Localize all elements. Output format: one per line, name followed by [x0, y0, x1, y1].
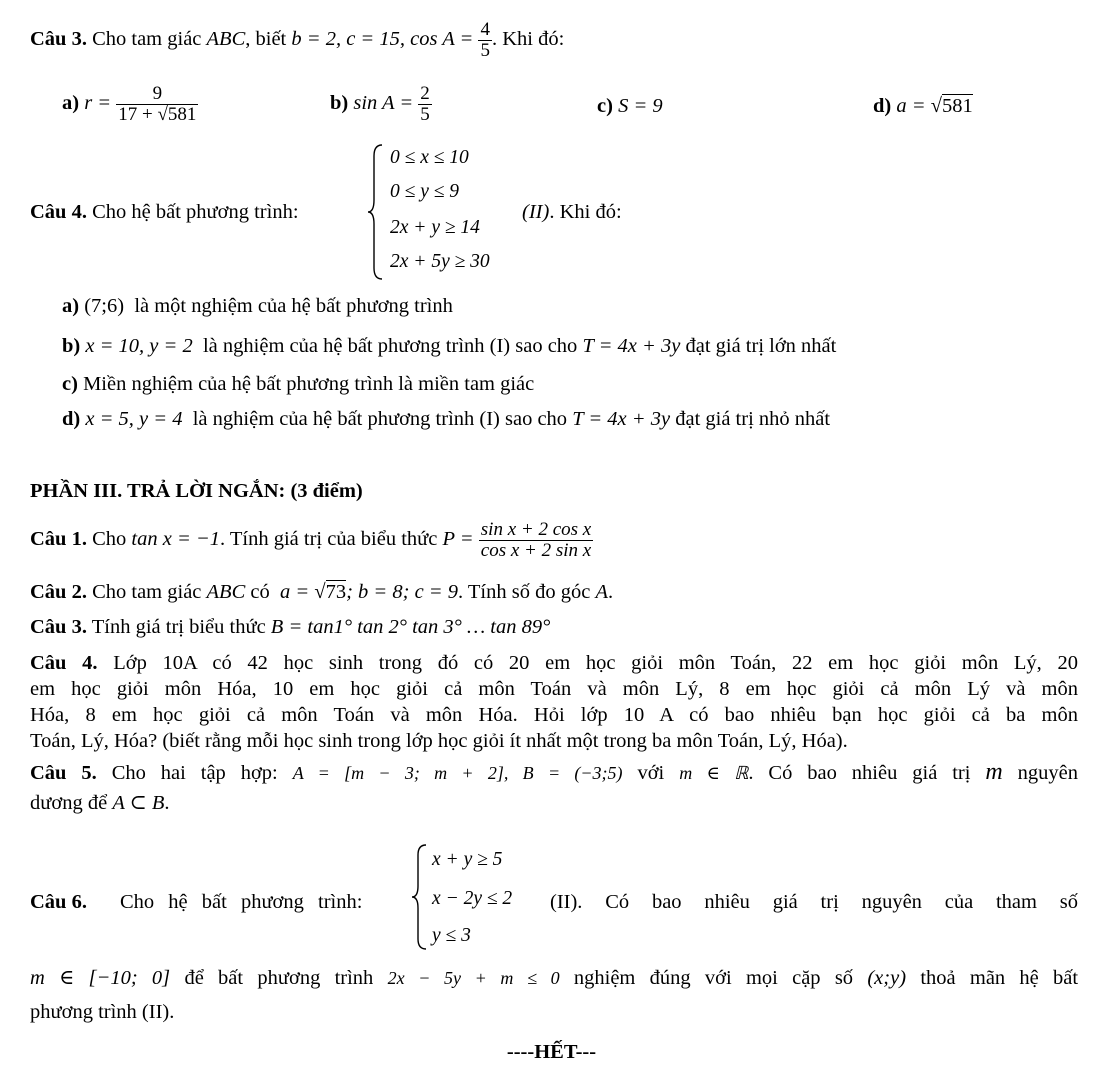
math: A	[595, 581, 608, 603]
question-text: Tính giá trị biểu thức	[91, 616, 266, 638]
denominator: 17 + √581	[118, 103, 197, 125]
question-text: , biết	[245, 28, 287, 51]
system-line: 2x + 5y ≥ 30	[390, 251, 490, 272]
question-label: Câu 3.	[30, 28, 87, 51]
radicand: 581	[941, 95, 973, 117]
question-5-line2	[30, 791, 170, 816]
fraction	[478, 20, 492, 61]
fraction	[479, 520, 593, 561]
option-label: b)	[62, 335, 81, 357]
question-text: .	[607, 581, 614, 603]
left-brace	[368, 142, 384, 282]
question-text: thoả mãn hệ bất	[920, 967, 1079, 989]
denominator: cos x + 2 sin x	[480, 539, 592, 561]
fraction	[116, 84, 198, 125]
question-text: .	[164, 792, 170, 814]
math: m ∈ ℝ	[679, 763, 749, 783]
option-label: c)	[62, 373, 78, 395]
system-line: x + y ≥ 5	[432, 849, 503, 870]
question-text: Cho tam giác	[92, 581, 202, 603]
option-d: d) a = √581	[873, 95, 973, 117]
question-4-prev	[30, 200, 299, 225]
statement-text: là một nghiệm của hệ bất phương trình	[134, 295, 453, 317]
question-5	[30, 758, 1078, 787]
numerator: 9	[152, 83, 163, 104]
question-label: Câu 1.	[30, 528, 87, 551]
system-tag	[522, 200, 622, 225]
inequality-system	[412, 842, 542, 952]
numerator: sin x + 2 cos x	[480, 519, 592, 540]
system-line: 2x + y ≥ 14	[390, 217, 480, 238]
math: tan x = −1	[131, 528, 220, 551]
question-4-line: Toán, Lý, Hóa? (biết rằng mỗi học sinh trong lớp học giỏi ít nhất một trong ba môn Toán, Lý, Hóa).	[30, 730, 848, 752]
question-4-line: Hóa, 8 em học giỏi cả môn Toán và môn Hóa. Hỏi lớp 10 A có bao nhiêu bạn học giỏi cả ba môn	[30, 704, 1078, 726]
math-triangle: ABC	[206, 581, 246, 603]
option-label: d)	[62, 408, 81, 430]
math: (II)	[522, 201, 550, 223]
question-text: dương để	[30, 792, 108, 814]
question-6-text	[120, 890, 410, 915]
option-a	[62, 84, 198, 125]
math: S = 9	[618, 95, 663, 117]
statement-text: là nghiệm của hệ bất phương trình (I) sao cho	[202, 335, 578, 357]
statement-b	[62, 334, 836, 359]
question-text: nghiệm đúng với mọi cặp số	[573, 967, 854, 989]
question-text: có	[250, 581, 270, 603]
statement-a	[62, 294, 453, 319]
math: x = 5, y = 4	[85, 408, 183, 430]
end-marker: ----HẾT---	[506, 1041, 597, 1063]
system-line: 0 ≤ y ≤ 9	[390, 181, 460, 202]
math: B = tan1° tan 2° tan 3° … tan 89°	[270, 616, 551, 638]
numerator: 4	[480, 19, 490, 40]
math: ; b = 8; c = 9	[346, 581, 459, 603]
math: A ⊂ B	[112, 792, 165, 814]
question-label: Câu 5.	[30, 762, 97, 784]
math: m ∈ [−10; 0]	[30, 967, 171, 989]
system-line: x − 2y ≤ 2	[432, 888, 513, 909]
math: r =	[84, 92, 112, 115]
question-label: Câu 2.	[30, 581, 87, 603]
option-c	[597, 94, 663, 119]
question-6-line2	[30, 966, 1078, 991]
question-4-line	[30, 651, 1078, 676]
question-text: . Tính giá trị của biểu thức	[220, 528, 438, 551]
question-text: . Khi đó:	[549, 201, 622, 223]
statement-text: đạt giá trị nhỏ nhất	[675, 408, 831, 430]
question-text: Cho	[92, 528, 127, 551]
statement-text: đạt giá trị lớn nhất	[685, 335, 837, 357]
denominator: 5	[480, 39, 490, 61]
question-label: Câu 3.	[30, 616, 87, 638]
option-b	[330, 84, 432, 125]
question-text: với	[637, 762, 665, 784]
math: P =	[442, 528, 474, 551]
question-text: nguyên	[1017, 762, 1078, 784]
question-text: Lớp 10A có 42 học sinh trong đó có 20 em học giỏi môn Toán, 22 em học giỏi môn Lý, 20	[113, 652, 1078, 674]
left-brace	[412, 842, 428, 952]
system-line: 0 ≤ x ≤ 10	[390, 147, 469, 168]
option-label: a)	[62, 295, 80, 317]
question-4-line: em học giỏi môn Hóa, 10 em học giỏi cả môn Toán và môn Lý, 8 em học giỏi cả môn Lý và môn	[30, 678, 1078, 700]
inequality-system	[368, 142, 528, 282]
question-text: . Khi đó:	[491, 28, 565, 51]
math: T = 4x + 3y	[572, 408, 671, 430]
math: sin A =	[353, 92, 414, 115]
denominator: 5	[420, 103, 430, 125]
math: 2x − 5y + m ≤ 0	[387, 968, 560, 988]
math-given: b = 2, c = 15, cos A =	[291, 28, 474, 51]
math: A = [m − 3; m + 2], B = (−3;5)	[292, 763, 623, 783]
option-label: b)	[330, 92, 349, 115]
statement-text: Miền nghiệm của hệ bất phương trình là miền tam giác	[83, 373, 535, 395]
question-text: . Tính số đo góc	[458, 581, 591, 603]
math: T = 4x + 3y	[582, 335, 681, 357]
question-3-prev	[30, 20, 564, 61]
question-text: . Có bao nhiêu giá trị	[748, 762, 971, 784]
question-text: Cho hai tập hợp:	[111, 762, 278, 784]
numerator: 2	[420, 83, 430, 104]
statement-c	[62, 372, 534, 397]
question-label: Câu 4.	[30, 652, 98, 674]
radicand: 73	[325, 581, 347, 603]
statement-text: là nghiệm của hệ bất phương trình (I) sao cho	[192, 408, 568, 430]
statement-d	[62, 407, 830, 432]
option-label: d)	[873, 95, 892, 117]
question-6-line3: phương trình (II).	[30, 1001, 175, 1023]
question-6	[30, 890, 87, 915]
question-2: Câu 2. Cho tam giác ABC có a = √73; b = 8; c = 9. Tính số đo góc A.	[30, 581, 614, 603]
math: (x;y)	[867, 967, 907, 989]
question-text: Cho tam giác	[92, 28, 202, 51]
math: a =	[896, 95, 926, 117]
question-6-text-right: (II). Có bao nhiêu giá trị nguyên của tham số	[550, 891, 1078, 913]
question-3	[30, 615, 550, 640]
question-label: Câu 4.	[30, 201, 87, 223]
fraction	[418, 84, 432, 125]
math-triangle: ABC	[206, 28, 246, 51]
math: (7;6)	[84, 295, 125, 317]
math: x = 10, y = 2	[85, 335, 193, 357]
section-heading: PHẦN III. TRẢ LỜI NGẮN: (3 điểm)	[30, 480, 363, 502]
question-text: Cho hệ bất phương trình:	[92, 201, 299, 223]
question-text: để bất phương trình	[184, 967, 374, 989]
question-1	[30, 520, 593, 561]
option-label: c)	[597, 95, 613, 117]
math: m	[985, 759, 1003, 785]
radicand: 581	[167, 103, 197, 125]
option-label: a)	[62, 92, 80, 115]
question-text: Cho hệ bất phương trình:	[120, 891, 363, 913]
question-label: Câu 6.	[30, 891, 87, 913]
math: 17 +	[118, 103, 153, 125]
math: a =	[279, 581, 310, 603]
system-line: y ≤ 3	[432, 925, 471, 946]
